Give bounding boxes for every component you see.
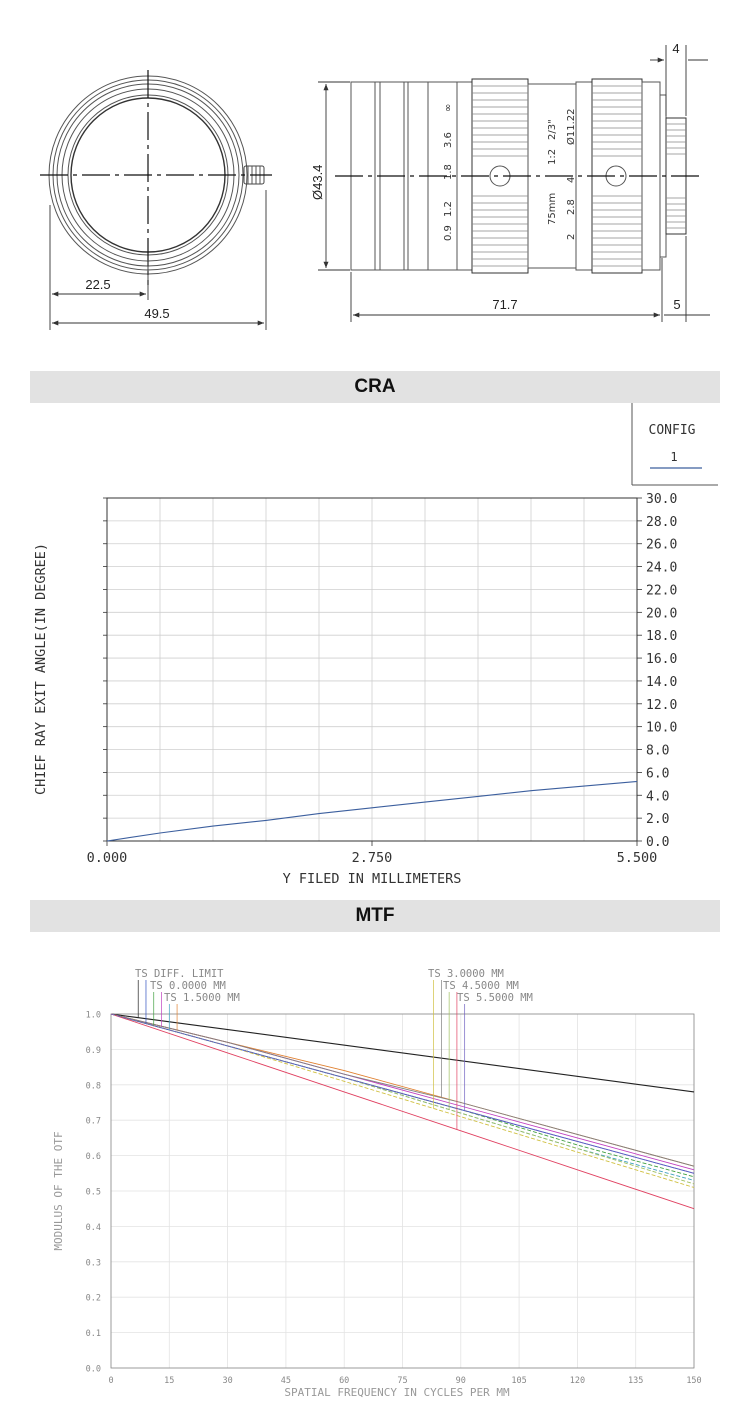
- cra-legend: [632, 403, 718, 485]
- cra-y-tick-label: 4.0: [646, 789, 670, 805]
- barrel-markings: [443, 104, 577, 241]
- mtf-x-tick-label: 45: [280, 1376, 292, 1386]
- mtf-x-tick-label: 150: [686, 1376, 702, 1386]
- format-text: 2/3": [547, 119, 558, 140]
- cra-x-tick-label: 5.500: [616, 850, 658, 866]
- aperture-text: 1:2: [547, 148, 558, 165]
- cra-x-label: Y FILED IN MILLIMETERS: [282, 871, 462, 887]
- cra-y-tick-label: 26.0: [646, 537, 678, 553]
- mtf-y-tick-label: 0.2: [85, 1293, 101, 1304]
- dim-thread: 4: [672, 41, 680, 56]
- cra-y-tick-label: 12.0: [646, 697, 678, 713]
- cra-y-label: CHIEF RAY EXIT ANGLE(IN DEGREE): [33, 543, 49, 795]
- cra-grid: [107, 498, 637, 841]
- cra-chart: [0, 403, 750, 893]
- cra-x-tick-label: 0.000: [86, 850, 128, 866]
- mtf-legend: [135, 968, 533, 1004]
- cra-y-tick-label: 22.0: [646, 583, 678, 599]
- dist-0-9: 0.9: [443, 225, 454, 241]
- mtf-x-tick-label: 105: [511, 1376, 527, 1386]
- mtf-legend-1-5: TS 1.5000 MM: [164, 992, 240, 1004]
- mtf-x-tick-label: 75: [397, 1376, 408, 1386]
- mtf-legend-4-5: TS 4.5000 MM: [443, 980, 519, 992]
- mtf-y-tick-label: 0.1: [85, 1329, 101, 1340]
- cra-legend-title: CONFIG: [648, 423, 696, 438]
- cra-y-tick-label: 0.0: [646, 835, 670, 850]
- dim-flange: 5: [673, 297, 681, 312]
- cra-x-ticks: [87, 841, 658, 866]
- side-dimensions: [318, 45, 710, 322]
- mtf-x-tick-label: 30: [222, 1376, 233, 1386]
- cra-y-tick-label: 6.0: [646, 766, 670, 782]
- mtf-y-tick-label: 0.3: [85, 1258, 101, 1269]
- mtf-y-tick-label: 0.7: [85, 1116, 101, 1127]
- mtf-grid: [111, 1014, 694, 1368]
- cra-y-tick-label: 18.0: [646, 629, 678, 645]
- cra-section-header: CRA: [30, 371, 720, 403]
- fstop-2-8: 2.8: [566, 199, 577, 215]
- dim-body-dia: Ø43.4: [310, 164, 325, 200]
- mtf-y-tick-label: 1.0: [85, 1010, 101, 1021]
- mtf-y-tick-label: 0.9: [85, 1045, 101, 1056]
- cra-y-tick-label: 14.0: [646, 674, 678, 690]
- mtf-y-tick-label: 0.5: [85, 1187, 101, 1198]
- mtf-x-tick-label: 120: [569, 1376, 586, 1386]
- mtf-legend-5-5: TS 5.5000 MM: [457, 992, 533, 1004]
- dist-inf: ∞: [443, 103, 454, 112]
- mtf-x-tick-label: 0: [108, 1376, 114, 1386]
- mtf-y-tick-label: 0.8: [85, 1081, 101, 1092]
- mtf-section-header: MTF: [30, 900, 720, 932]
- focal-text: 75mm: [547, 192, 558, 225]
- mtf-x-tick-label: 60: [339, 1376, 350, 1386]
- cra-y-tick-label: 2.0: [646, 812, 670, 828]
- cra-y-tick-label: 20.0: [646, 606, 678, 622]
- mtf-legend-0: TS 0.0000 MM: [150, 980, 226, 992]
- mtf-x-label: SPATIAL FREQUENCY IN CYCLES PER MM: [284, 1386, 510, 1399]
- dist-3-6: 3.6: [443, 132, 454, 148]
- mtf-y-ticks: [86, 1011, 101, 1375]
- mtf-x-tick-label: 15: [164, 1376, 175, 1386]
- mtf-x-tick-label: 135: [628, 1376, 644, 1386]
- fstop-4: 4: [566, 176, 577, 183]
- mtf-y-tick-label: 0.0: [85, 1364, 101, 1375]
- mtf-legend-diff: TS DIFF. LIMIT: [135, 968, 224, 980]
- cra-y-tick-label: 30.0: [646, 492, 678, 507]
- dim-length: 71.7: [492, 297, 518, 312]
- cra-y-tick-label: 28.0: [646, 514, 678, 530]
- cra-y-tick-label: 24.0: [646, 560, 678, 576]
- cra-x-tick-label: 2.750: [351, 850, 393, 866]
- cra-y-tick-label: 8.0: [646, 743, 670, 759]
- mtf-x-ticks: [108, 1376, 701, 1386]
- mtf-x-tick-label: 90: [455, 1376, 466, 1386]
- dist-1-8: 1.8: [443, 164, 454, 180]
- mechanical-drawing: [0, 0, 750, 345]
- cra-y-tick-label: 16.0: [646, 652, 678, 668]
- dist-1-2: 1.2: [443, 201, 454, 217]
- cra-y-tick-label: 10.0: [646, 720, 678, 736]
- mtf-y-tick-label: 0.6: [85, 1152, 101, 1163]
- mtf-legend-3: TS 3.0000 MM: [428, 968, 504, 980]
- thread-spec-text: Ø11.22: [566, 108, 577, 145]
- mtf-y-label: MODULUS OF THE OTF: [52, 1131, 65, 1251]
- mtf-y-tick-label: 0.4: [85, 1222, 101, 1233]
- cra-legend-entry: 1: [670, 450, 678, 464]
- front-center-lines: [40, 70, 272, 285]
- dim-22-5: 22.5: [85, 277, 111, 292]
- mtf-chart: [0, 960, 750, 1399]
- cra-y-ticks: [103, 492, 677, 850]
- dim-49-5: 49.5: [144, 306, 170, 321]
- fstop-2: 2: [566, 233, 577, 240]
